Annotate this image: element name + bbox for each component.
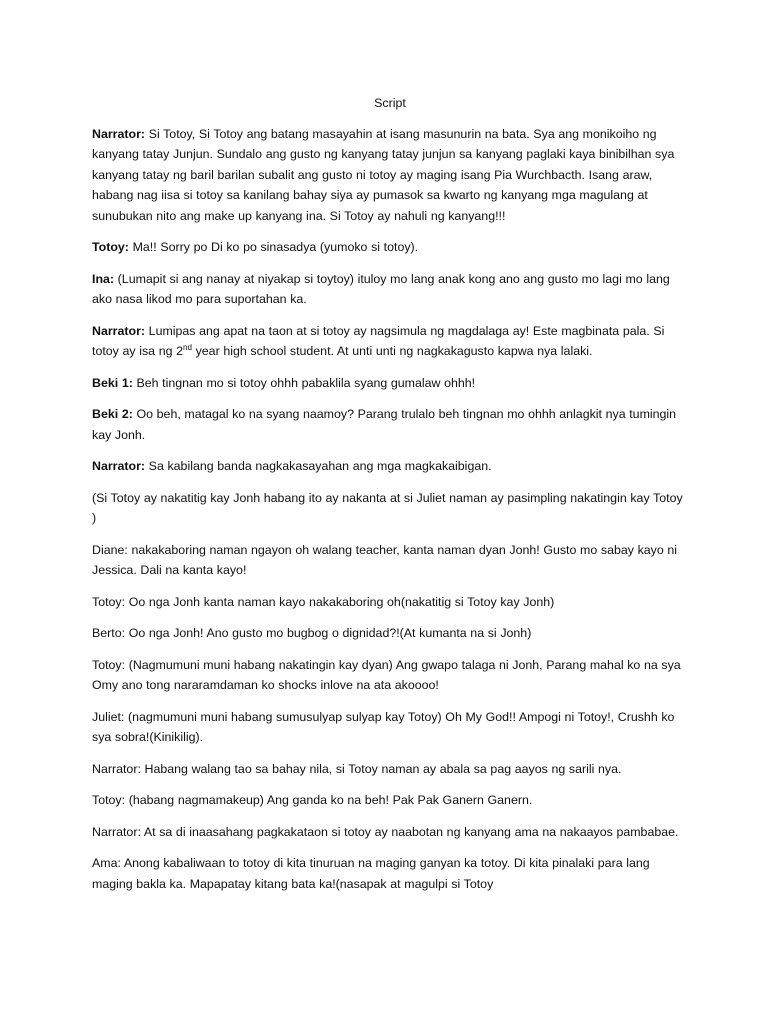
line-text: Lumipas ang apat na taon at si totoy ay nagsimula ng magdalaga ay! Este magbinata pala. Si totoy ay isa ng 2 <box>92 323 665 358</box>
line-text: Berto: Oo nga Jonh! Ano gusto mo bugbog o dignidad?!(At kumanta na si Jonh) <box>92 626 532 640</box>
line-text: Oo beh, matagal ko na syang naamoy? Parang trulalo beh tingnan mo ohhh anlagkit nya tumingin kay Jonh. <box>92 407 677 442</box>
line-text: Ma!! Sorry po Di ko po sinasadya (yumoko si totoy). <box>128 240 419 254</box>
script-line <box>92 759 688 780</box>
script-line <box>92 237 688 258</box>
script-line <box>92 488 688 529</box>
speaker-label: Narrator: <box>92 323 146 338</box>
line-text: Ama: Anong kabaliwaan to totoy di kita tinuruan na maging ganyan ka totoy. Di kita pinalaki para lang maging bakla ka. Mapapatay kitang bata ka!(nasapak at magulpi si Totoy <box>92 856 650 891</box>
line-text: Totoy: Oo nga Jonh kanta naman kayo nakakaboring oh(nakatitig si Totoy kay Jonh) <box>92 594 555 609</box>
line-text: Narrator: At sa di inaasahang pagkakataon si totoy ay naabotan ng kanyang ama na nakaayos pambabae. <box>92 824 679 839</box>
speaker-label: Ina: <box>92 271 115 286</box>
speaker-label: Beki 1: <box>92 375 133 390</box>
script-line <box>92 456 688 477</box>
script-line <box>92 124 688 227</box>
line-text: Narrator: Habang walang tao sa bahay nila, si Totoy naman ay abala sa pag aayos ng sarili nya. <box>92 761 622 776</box>
line-text: Juliet: (nagmumuni muni habang sumusulyap sulyap kay Totoy) Oh My God!! Ampogi ni Totoy!, Crushh ko sya sobra!(Kinikilig). <box>92 709 675 744</box>
script-line <box>92 822 688 843</box>
script-line <box>92 540 688 581</box>
line-text: Totoy: (habang nagmamakeup) Ang ganda ko na beh! Pak Pak Ganern Ganern. <box>92 793 533 807</box>
ordinal-suffix: nd <box>183 342 192 352</box>
line-text: Sa kabilang banda nagkakasayahan ang mga magkakaibigan. <box>145 459 492 473</box>
line-text: Si Totoy, Si Totoy ang batang masayahin at isang masunurin na bata. Sya ang monikoiho ng kanyang tatay Junjun. Sundalo ang gusto ng kanyang tatay junjun sa kanyang paglaki kaya binibilhan sya kanyang tatay ng baril barilan subalit ang gusto ni totoy ay maging isang Pia Wurchbacth. Isang araw, habang nag iisa si totoy sa kanilang bahay siya ay pumasok sa kwarto ng kanyang mga magulang at sunubukan nito ang make up kanyang ina. Si Totoy ay nahuli ng kanyang!!! <box>92 126 675 223</box>
line-text: Beh tingnan mo si totoy ohhh pabaklila syang gumalaw ohhh! <box>132 375 476 390</box>
script-line <box>92 655 688 696</box>
line-text: Totoy: (Nagmumuni muni habang nakatingin kay dyan) Ang gwapo talaga ni Jonh, Parang mahal ko na sya Omy ano tong nararamdaman ko shocks inlove na ata akoooo! <box>92 657 681 692</box>
script-line <box>92 623 688 644</box>
script-line <box>92 592 688 613</box>
line-text: (Lumapit si ang nanay at niyakap si toytoy) ituloy mo lang anak kong ano ang gusto mo lagi mo lang ako nasa likod mo para suportahan ka. <box>92 271 670 306</box>
speaker-label: Beki 2: <box>92 407 133 421</box>
line-text: year high school student. At unti unti ng nagkakagusto kapwa nya lalaki. <box>191 344 593 358</box>
script-line <box>92 373 688 394</box>
script-line <box>92 321 688 362</box>
script-line <box>92 707 688 748</box>
script-line <box>92 790 688 811</box>
line-text: Diane: nakakaboring naman ngayon oh walang teacher, kanta naman dyan Jonh! Gusto mo sabay kayo ni Jessica. Dali na kanta kayo! <box>92 542 678 577</box>
script-line <box>92 269 688 310</box>
speaker-label: Totoy: <box>92 240 129 254</box>
speaker-label: Narrator: <box>92 459 146 473</box>
speaker-label: Narrator: <box>92 126 146 141</box>
script-line <box>92 404 688 445</box>
script-line <box>92 853 688 894</box>
line-text: (Si Totoy ay nakatitig kay Jonh habang ito ay nakanta at si Juliet naman ay pasimpling nakatingin kay Totoy ) <box>92 490 683 525</box>
document-title: Script <box>374 96 406 110</box>
